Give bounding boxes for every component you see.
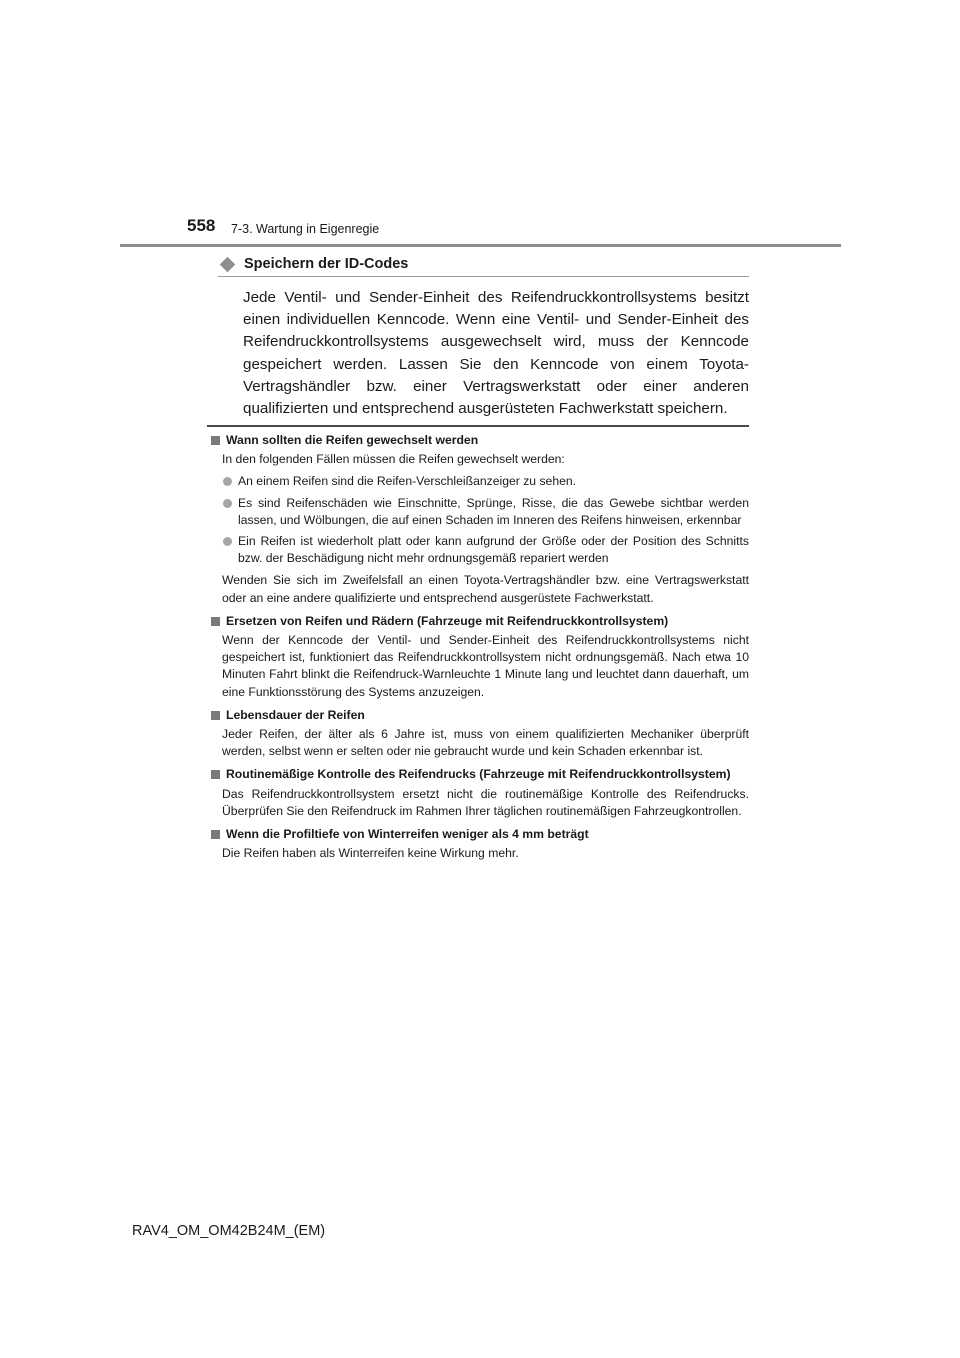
list-item <box>222 473 749 490</box>
note-heading-text: Lebensdauer der Reifen <box>226 707 365 722</box>
page-number: 558 <box>187 216 216 235</box>
list-item <box>222 495 749 529</box>
page-header <box>187 214 847 246</box>
square-bullet-icon <box>211 711 220 720</box>
note-heading <box>209 826 749 843</box>
circle-bullet-icon <box>223 477 232 486</box>
list-item-text: An einem Reifen sind die Reifen-Verschleißanzeiger zu sehen. <box>238 474 577 489</box>
section-heading <box>218 253 749 275</box>
note-body: Jeder Reifen, der älter als 6 Jahre ist, muss von einem qualifizierten Mechaniker überprüft werden, selbst wenn er selten oder nie gebraucht wurde und kein Schaden erkennbar ist. <box>222 727 749 759</box>
header-rule <box>120 244 841 247</box>
document-code: RAV4_OM_OM42B24M_(EM) <box>132 1223 326 1239</box>
id-code-section <box>218 253 749 420</box>
note-body: Die Reifen haben als Winterreifen keine Wirkung mehr. <box>222 846 519 861</box>
circle-bullet-icon <box>223 499 232 508</box>
section-heading-text: Speichern der ID-Codes <box>244 256 409 272</box>
note-outro: Wenden Sie sich im Zweifelsfall an einen Toyota-Vertragshändler bzw. eine Vertragswerkstatt oder an eine andere qualifizierte und entsprechend ausgerüstete Fachwerkstatt. <box>222 573 749 605</box>
section-body: Jede Ventil- und Sender-Einheit des Reifendruckkontrollsystems besitzt einen individuellen Kenncode. Wenn eine Ventil- und Sender-Einheit des Reifendruckkontrollsystems ausgewechselt wird, muss der Kenncode gespeichert werden. Lassen Sie den Kenncode von einem Toyota-Vertragshändler bzw. einer Vertragswerkstatt oder einer anderen qualifizierten und entsprechend ausgerüsteten Fachwerkstatt speichern. <box>243 289 749 418</box>
list-item-text: Es sind Reifenschäden wie Einschnitte, Sprünge, Risse, die das Gewebe sichtbar werden lassen, und Wölbungen, die auf einen Schaden im Inneren des Reifens hinweisen, erkennbar <box>238 495 749 527</box>
note-heading-text: Wann sollten die Reifen gewechselt werden <box>226 433 479 447</box>
note-heading-text: Ersetzen von Reifen und Rädern (Fahrzeuge mit Reifendruckkontrollsystem) <box>226 613 669 628</box>
section-title: 7-3. Wartung in Eigenregie <box>231 222 380 236</box>
note-heading <box>209 613 749 630</box>
section-divider <box>207 425 749 427</box>
list-item <box>222 533 749 567</box>
note-body: Das Reifendruckkontrollsystem ersetzt nicht die routinemäßige Kontrolle des Reifendrucks. Überprüfen Sie den Reifendruck im Rahmen Ihrer täglichen routinemäßigen Fahrzeugkontrollen. <box>222 786 749 818</box>
note-heading <box>209 432 749 449</box>
list-item-text: Ein Reifen ist wiederholt platt oder kann aufgrund der Größe oder der Position des Schnitts bzw. der Beschädigung nicht mehr ordnungsgemäß repariert werden <box>238 534 749 566</box>
note-body: Wenn der Kenncode der Ventil- und Sender-Einheit des Reifendruckkontrollsystems nicht gespeichert ist, funktioniert das Reifendruckkontrollsystem nicht ordnungsgemäß. Nach etwa 10 Minuten Fahrt blinkt die Reifendruck-Warnleuchte 1 Minute lang und leuchtet dann dauerhaft, um eine Funktionsstörung des Systems anzuzeigen. <box>222 633 749 699</box>
note-heading-text: Routinemäßige Kontrolle des Reifendrucks (Fahrzeuge mit Reifendruckkontrollsystem) <box>226 767 731 782</box>
note-heading-text: Wenn die Profiltiefe von Winterreifen weniger als 4 mm beträgt <box>226 827 589 842</box>
note-heading <box>209 707 749 724</box>
note-intro: In den folgenden Fällen müssen die Reifen gewechselt werden: <box>222 452 565 467</box>
square-bullet-icon <box>211 770 220 779</box>
diamond-bullet-icon <box>220 256 236 272</box>
note-heading <box>209 766 749 783</box>
circle-bullet-icon <box>223 537 232 546</box>
square-bullet-icon <box>211 617 220 626</box>
notes-list <box>209 432 749 862</box>
square-bullet-icon <box>211 830 220 839</box>
section-heading-rule <box>218 276 749 277</box>
square-bullet-icon <box>211 436 220 445</box>
